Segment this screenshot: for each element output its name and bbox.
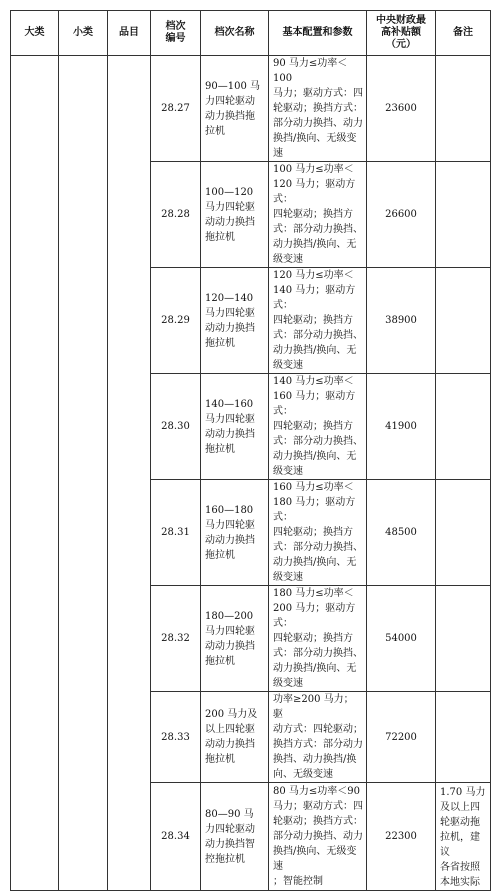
grade-code: 28.29 [151, 268, 201, 374]
grade-name [201, 374, 269, 480]
config-text: 80 马力≤功率＜90 马力；驱动方式：四 轮驱动；换挡方式： 部分动力换挡、动力 换挡/换向、无级变速 ；智能控制 [273, 786, 363, 887]
config-cell [269, 480, 367, 586]
config-text: 160 马力≤功率＜ 180 马力；驱动方式： 四轮驱动；换挡方 式：部分动力换挡、 动力换挡/换向、无 级变速 [273, 482, 363, 583]
config-cell [269, 268, 367, 374]
note-cell [436, 480, 491, 586]
grade-name-text: 100—120 马力四轮驱 动动力换挡 拖拉机 [205, 186, 255, 243]
config-text: 120 马力≤功率＜ 140 马力；驱动方式： 四轮驱动；换挡方 式：部分动力换挡、 动力换挡/换向、无 级变速 [273, 270, 363, 371]
note-cell [436, 374, 491, 480]
grade-name-text: 200 马力及 以上四轮驱 动动力换挡 拖拉机 [205, 709, 258, 765]
item-cell [108, 56, 151, 891]
grade-name [201, 268, 269, 374]
table-row [11, 56, 491, 162]
header-category: 大类 [11, 11, 59, 56]
grade-code: 28.30 [151, 374, 201, 480]
grade-name-text: 120—140 马力四轮驱 动动力换挡 拖拉机 [205, 292, 255, 349]
grade-name [201, 783, 269, 891]
grade-name [201, 692, 269, 783]
note-cell [436, 692, 491, 783]
grade-code: 28.28 [151, 162, 201, 268]
grade-code: 28.32 [151, 586, 201, 692]
grade-name [201, 586, 269, 692]
grade-name-text: 90—100 马 力四轮驱动 动力换挡拖 拉机 [205, 80, 260, 137]
header-subsidy [367, 11, 436, 56]
grade-name [201, 56, 269, 162]
header-grade-no [151, 11, 201, 56]
subsidy-amount: 48500 [367, 480, 436, 586]
note-cell [436, 586, 491, 692]
header-grade-no-text: 档次 编号 [165, 21, 186, 44]
note-cell [436, 56, 491, 162]
grade-code: 28.33 [151, 692, 201, 783]
config-cell [269, 374, 367, 480]
config-text: 140 马力≤功率＜ 160 马力；驱动方式： 四轮驱动；换挡方 式：部分动力换挡、 动力换挡/换向、无 级变速 [273, 376, 363, 477]
subsidy-amount: 54000 [367, 586, 436, 692]
header-grade-name: 档次名称 [201, 11, 269, 56]
subcategory-cell [59, 56, 108, 891]
grade-name-text: 180—200 马力四轮驱 动动力换挡 拖拉机 [205, 610, 255, 667]
grade-name [201, 162, 269, 268]
config-cell [269, 56, 367, 162]
note-cell [436, 268, 491, 374]
grade-code: 28.34 [151, 783, 201, 891]
subsidy-amount: 41900 [367, 374, 436, 480]
grade-code: 28.31 [151, 480, 201, 586]
header-config: 基本配置和参数 [269, 11, 367, 56]
subsidy-amount: 23600 [367, 56, 436, 162]
config-text: 180 马力≤功率＜ 200 马力；驱动方式： 四轮驱动；换挡方 式：部分动力换挡、 动力换挡/换向、无 级变速 [273, 588, 363, 689]
subsidy-amount: 26600 [367, 162, 436, 268]
grade-name-text: 80—90 马 力四轮驱动 动力换挡智 控拖拉机 [205, 808, 255, 865]
config-cell [269, 586, 367, 692]
category-cell [11, 56, 59, 891]
config-text: 90 马力≤功率＜100 马力；驱动方式：四 轮驱动；换挡方式： 部分动力换挡、动力 换挡/换向、无级变 速 [273, 58, 363, 159]
config-cell [269, 692, 367, 783]
header-row [11, 11, 491, 56]
header-item: 品目 [108, 11, 151, 56]
header-subcategory: 小类 [59, 11, 108, 56]
grade-code: 28.27 [151, 56, 201, 162]
note-cell [436, 162, 491, 268]
header-subsidy-text: 中央财政最 高补贴额 （元） [376, 15, 426, 50]
subsidy-table-document [10, 10, 491, 891]
note-text: 1.70 马力 及以上四 轮驱动拖 拉机，建议 各省按照 本地实际 [440, 787, 486, 888]
subsidy-table [10, 10, 491, 891]
grade-name-text: 160—180 马力四轮驱 动动力换挡 拖拉机 [205, 504, 255, 561]
subsidy-amount: 22300 [367, 783, 436, 891]
config-cell [269, 783, 367, 891]
config-text: 功率≥200 马力；驱 动方式：四轮驱动； 换挡方式：部分动力 换挡、动力换挡/换 向、无级变速 [273, 694, 363, 780]
config-cell [269, 162, 367, 268]
note-cell [436, 783, 491, 891]
grade-name [201, 480, 269, 586]
header-note: 备注 [436, 11, 491, 56]
grade-name-text: 140—160 马力四轮驱 动动力换挡 拖拉机 [205, 398, 255, 455]
config-text: 100 马力≤功率＜ 120 马力；驱动方式： 四轮驱动；换挡方 式：部分动力换挡、 动力换挡/换向、无 级变速 [273, 164, 363, 265]
subsidy-amount: 38900 [367, 268, 436, 374]
subsidy-amount: 72200 [367, 692, 436, 783]
